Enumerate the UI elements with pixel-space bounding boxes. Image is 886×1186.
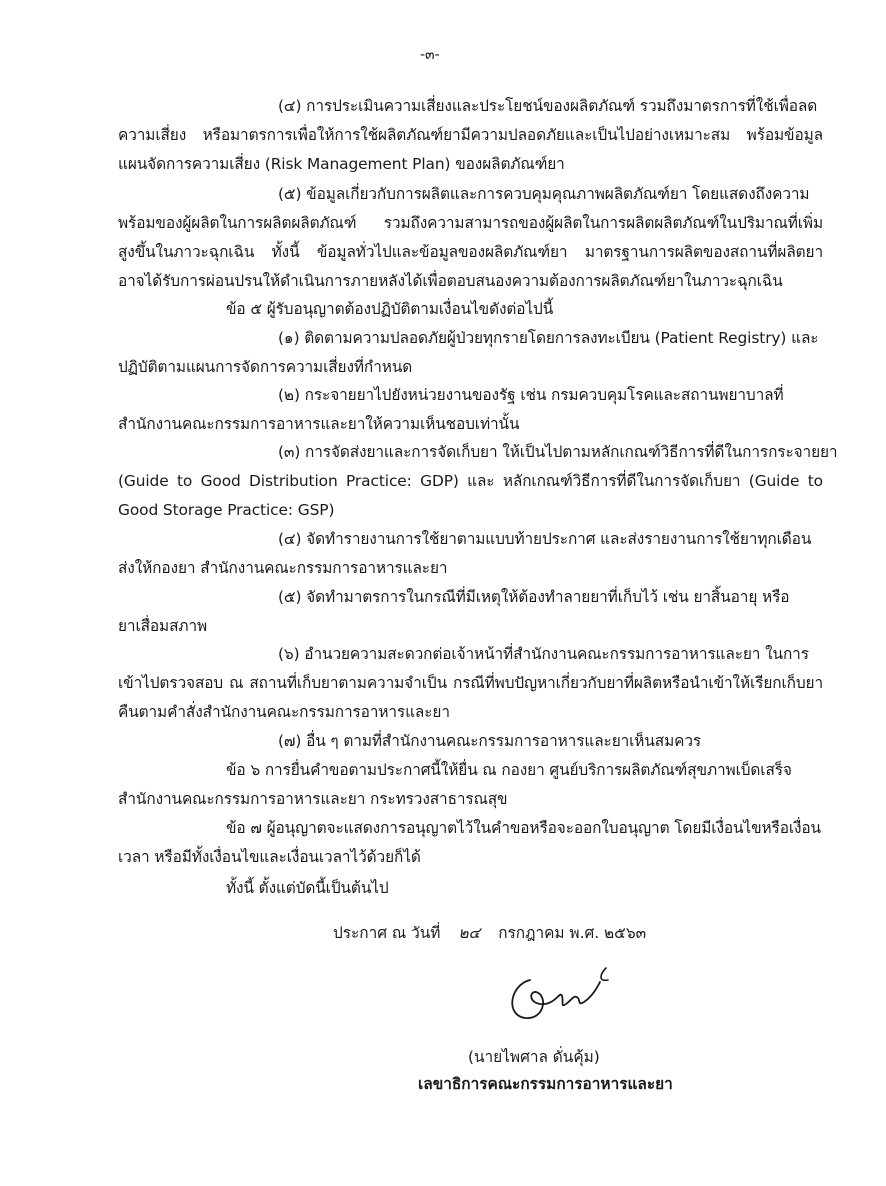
text-line: เวลา หรือมีทั้งเงื่อนไขและเงื่อนเวลาไว้ด้วยก็ได้ [118,848,421,866]
signature-graphic [500,960,630,1030]
text-line: ทั้งนี้ ตั้งแต่บัดนี้เป็นต้นไป [226,879,389,897]
text-line: ส่งให้กองยา สำนักงานคณะกรรมการอาหารและยา [118,559,448,577]
text-line: แผนจัดการความเสี่ยง (Risk Management Plan) ของผลิตภัณฑ์ยา [118,155,565,173]
text-line: เข้าไปตรวจสอบ ณ สถานที่เก็บยาตามความจำเป็น กรณีที่พบปัญหาเกี่ยวกับยาที่ผลิตหรือนำเข้าให้เรียกเก็บยา [118,674,823,692]
signer-name: (นายไพศาล ดั่นคุ้ม) [468,1048,600,1066]
signer-title-text: เลขาธิการคณะกรรมการอาหารและยา [418,1075,673,1093]
text-line: (๕) ข้อมูลเกี่ยวกับการผลิตและการควบคุมคุณภาพผลิตภัณฑ์ยา โดยแสดงถึงความ [278,185,810,203]
text-line: คืนตามคำสั่งสำนักงานคณะกรรมการอาหารและยา [118,703,450,721]
page-number: -๓- [420,47,440,63]
announcement-date [333,920,646,945]
text-line: (๓) การจัดส่งยาและการจัดเก็บยา ให้เป็นไปตามหลักเกณฑ์วิธีการที่ดีในการกระจายยา [278,443,838,461]
text-line: ข้อ ๖ การยื่นคำขอตามประกาศนี้ให้ยื่น ณ กองยา ศูนย์บริการผลิตภัณฑ์สุขภาพเบ็ดเสร็จ [226,761,792,779]
date-day-handwritten: ๒๔ [458,924,481,942]
text-line: ยาเสื่อมสภาพ [118,617,208,635]
date-prefix: ประกาศ ณ วันที่ [333,924,441,942]
signer-title [418,1071,673,1096]
text-line: ปฏิบัติตามแผนการจัดการความเสี่ยงที่กำหนด [118,358,413,376]
text-line: (๕) จัดทำมาตรการในกรณีที่มีเหตุให้ต้องทำลายยาที่เก็บไว้ เช่น ยาสิ้นอายุ หรือ [278,588,790,606]
text-line: (๔) การประเมินความเสี่ยงและประโยชน์ของผลิตภัณฑ์ รวมถึงมาตรการที่ใช้เพื่อลด [278,97,818,115]
text-line: (๖) อำนวยความสะดวกต่อเจ้าหน้าที่สำนักงานคณะกรรมการอาหารและยา ในการ [278,645,809,663]
text-line: (Guide to Good Distribution Practice: GDP) และ หลักเกณฑ์วิธีการที่ดีในการจัดเก็บยา (Guide to [118,472,823,490]
text-line: ข้อ ๕ ผู้รับอนุญาตต้องปฏิบัติตามเงื่อนไขดังต่อไปนี้ [226,300,554,318]
text-line: ข้อ ๗ ผู้อนุญาตจะแสดงการอนุญาตไว้ในคำขอหรือจะออกใบอนุญาต โดยมีเงื่อนไขหรือเงื่อน [226,819,821,837]
text-line: อาจได้รับการผ่อนปรนให้ดำเนินการภายหลังได้เพื่อตอบสนองความต้องการผลิตภัณฑ์ยาในภาวะฉุกเฉิน [118,272,783,290]
text-line: สำนักงานคณะกรรมการอาหารและยา กระทรวงสาธารณสุข [118,790,508,808]
text-line: สำนักงานคณะกรรมการอาหารและยาให้ความเห็นชอบเท่านั้น [118,415,520,433]
text-line: (๒) กระจายยาไปยังหน่วยงานของรัฐ เช่น กรมควบคุมโรคและสถานพยาบาลที่ [278,386,784,404]
text-line: (๑) ติดตามความปลอดภัยผู้ป่วยทุกรายโดยการลงทะเบียน (Patient Registry) และ [278,329,819,347]
text-line: (๗) อื่น ๆ ตามที่สำนักงานคณะกรรมการอาหารและยาเห็นสมควร [278,732,702,750]
date-suffix: กรกฎาคม พ.ศ. ๒๕๖๓ [498,924,647,942]
text-line: Good Storage Practice: GSP) [118,501,335,519]
text-line: พร้อมของผู้ผลิตในการผลิตผลิตภัณฑ์ รวมถึงความสามารถของผู้ผลิตในการผลิตผลิตภัณฑ์ในปริมาณที่เพิ่ม [118,214,823,232]
text-line: (๔) จัดทำรายงานการใช้ยาตามแบบท้ายประกาศ และส่งรายงานการใช้ยาทุกเดือน [278,530,812,548]
text-line: ความเสี่ยง หรือมาตรการเพื่อให้การใช้ผลิตภัณฑ์ยามีความปลอดภัยและเป็นไปอย่างเหมาะสม พร้อมข้อมูล [118,126,823,144]
text-line: สูงขึ้นในภาวะฉุกเฉิน ทั้งนี้ ข้อมูลทั่วไปและข้อมูลของผลิตภัณฑ์ยา มาตรฐานการผลิตของสถานที่ผลิตยา [118,243,823,261]
